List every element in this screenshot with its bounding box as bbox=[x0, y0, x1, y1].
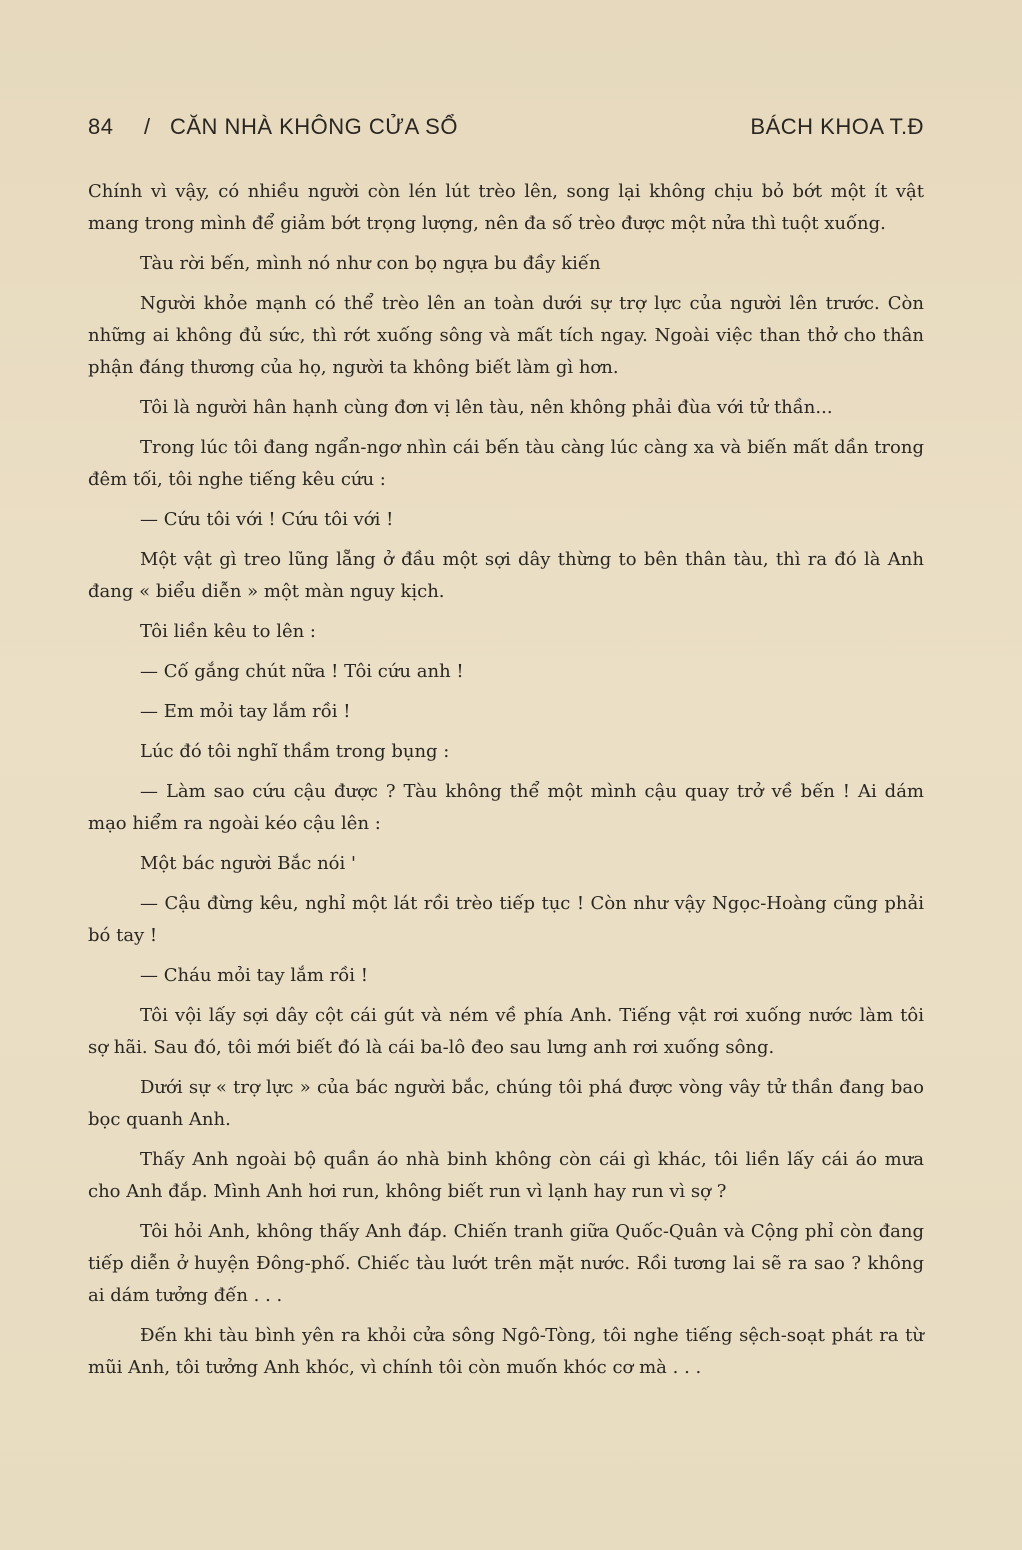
paragraph: — Làm sao cứu cậu được ? Tàu không thể một mình cậu quay trở về bến ! Ai dám mạo hiểm ra ngoài kéo cậu lên : bbox=[88, 781, 924, 834]
paragraph: Dưới sự « trợ lực » của bác người bắc, chúng tôi phá được vòng vây tử thần đang bao bọc quanh Anh. bbox=[88, 1077, 924, 1130]
paragraph: Người khỏe mạnh có thể trèo lên an toàn dưới sự trợ lực của người lên trước. Còn những ai không đủ sức, thì rớt xuống sông và mất tích ngay. Ngoài việc than thở cho thân phận đáng thương của họ, người ta không biết làm gì hơn. bbox=[88, 293, 924, 378]
paragraph: Thấy Anh ngoài bộ quần áo nhà binh không còn cái gì khác, tôi liền lấy cái áo mưa cho Anh đắp. Mình Anh hơi run, không biết run vì lạnh hay run vì sợ ? bbox=[88, 1149, 924, 1202]
paragraph: Tàu rời bến, mình nó như con bọ ngựa bu đầy kiến bbox=[140, 253, 601, 274]
paragraph: Một bác người Bắc nói ' bbox=[140, 853, 356, 874]
paragraph: Một vật gì treo lũng lẵng ở đầu một sợi dây thừng to bên thân tàu, thì ra đó là Anh đang « biểu diễn » một màn nguy kịch. bbox=[88, 549, 924, 602]
magazine-name: BÁCH KHOA T.Đ bbox=[750, 114, 924, 139]
paragraph: Trong lúc tôi đang ngẩn-ngơ nhìn cái bến tàu càng lúc càng xa và biến mất dần trong đêm tối, tôi nghe tiếng kêu cứu : bbox=[88, 437, 924, 490]
book-title: CĂN NHÀ KHÔNG CỬA SỔ bbox=[170, 114, 458, 139]
paragraph: Chính vì vậy, có nhiều người còn lén lút trèo lên, song lại không chịu bỏ bớt một ít vật mang trong mình để giảm bớt trọng lượng, nên đa số trèo được một nửa thì tuột xuống. bbox=[88, 181, 924, 234]
paragraph: Tôi là người hân hạnh cùng đơn vị lên tàu, nên không phải đùa với tử thần... bbox=[140, 397, 833, 418]
body-text bbox=[88, 176, 924, 1392]
page-number: 84 bbox=[88, 114, 114, 139]
paragraph: — Em mỏi tay lắm rồi ! bbox=[140, 701, 351, 722]
paragraph: Tôi hỏi Anh, không thấy Anh đáp. Chiến tranh giữa Quốc-Quân và Cộng phỉ còn đang tiếp diễn ở huyện Đông-phố. Chiếc tàu lướt trên mặt nước. Rồi tương lai sẽ ra sao ? không ai dám tưởng đến . . . bbox=[88, 1221, 924, 1306]
paragraph: — Cứu tôi với ! Cứu tôi với ! bbox=[140, 509, 394, 530]
paragraph: — Cháu mỏi tay lắm rồi ! bbox=[140, 965, 368, 986]
paragraph: Đến khi tàu bình yên ra khỏi cửa sông Ngô-Tòng, tôi nghe tiếng sệch-soạt phát ra từ mũi Anh, tôi tưởng Anh khóc, vì chính tôi còn muốn khóc cơ mà . . . bbox=[88, 1325, 924, 1378]
paragraph: — Cố gắng chút nữa ! Tôi cứu anh ! bbox=[140, 661, 464, 682]
paragraph: — Cậu đừng kêu, nghỉ một lát rồi trèo tiếp tục ! Còn như vậy Ngọc-Hoàng cũng phải bó tay ! bbox=[88, 893, 924, 946]
running-header bbox=[88, 108, 924, 144]
header-separator: / bbox=[144, 114, 151, 139]
paragraph: Tôi liền kêu to lên : bbox=[140, 621, 316, 642]
paragraph: Lúc đó tôi nghĩ thầm trong bụng : bbox=[140, 741, 450, 762]
paragraph: Tôi vội lấy sợi dây cột cái gút và ném về phía Anh. Tiếng vật rơi xuống nước làm tôi sợ hãi. Sau đó, tôi mới biết đó là cái ba-lô đeo sau lưng anh rơi xuống sông. bbox=[88, 1005, 924, 1058]
